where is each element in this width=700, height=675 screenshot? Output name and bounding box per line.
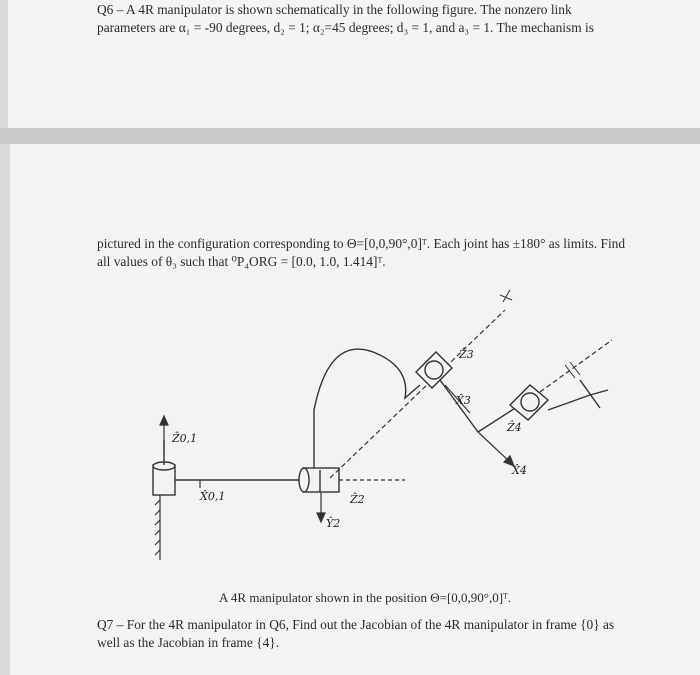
- end-effector: [548, 380, 608, 410]
- z2-label: Ẑ2: [350, 493, 365, 506]
- z3-axis: [330, 310, 505, 478]
- z01-axis: [160, 416, 168, 455]
- x3-label: X̂3: [456, 394, 471, 407]
- q7-text: [97, 616, 614, 652]
- link-2-arch: [314, 349, 420, 468]
- y2-axis: [317, 492, 325, 522]
- z3-label: Ẑ3: [459, 348, 474, 361]
- q7-line-2: well as the Jacobian in frame {4}.: [97, 635, 280, 650]
- q6-line-3: pictured in the configuration corresponding to Θ=[0,0,90°,0]ᵀ. Each joint has ±180° as limits. Find: [97, 236, 626, 251]
- x4-label: X̂4: [512, 464, 527, 477]
- z4-label: Ẑ4: [507, 421, 522, 434]
- figure-caption: A 4R manipulator shown in the position Θ=[0,0,90°,0]ᵀ.: [219, 590, 512, 605]
- joint-3: [416, 352, 452, 388]
- q6-line-2: parameters are α₁ = -90 degrees, d₂ = 1; α₂=45 degrees; d₃ = 1, and a₃ = 1. The mechanism is: [97, 20, 594, 35]
- joint-2: [299, 468, 339, 492]
- y2-label: Ŷ2: [326, 517, 341, 530]
- x4-axis: [478, 432, 514, 466]
- q6-line-1: Q6 – A 4R manipulator is shown schematically in the following figure. The nonzero link: [97, 2, 572, 17]
- z4-axis: [540, 340, 612, 392]
- q6-line-4: all values of θ₃ such that ⁰P₄ORG = [0.0, 1.0, 1.414]ᵀ.: [97, 254, 386, 269]
- base-ground: [155, 495, 160, 560]
- z01-label: Ẑ0,1: [172, 432, 198, 445]
- q7-line-1: Q7 – For the 4R manipulator in Q6, Find out the Jacobian of the 4R manipulator in frame {0} as: [97, 617, 615, 632]
- x01-label: X̂0,1: [200, 490, 226, 503]
